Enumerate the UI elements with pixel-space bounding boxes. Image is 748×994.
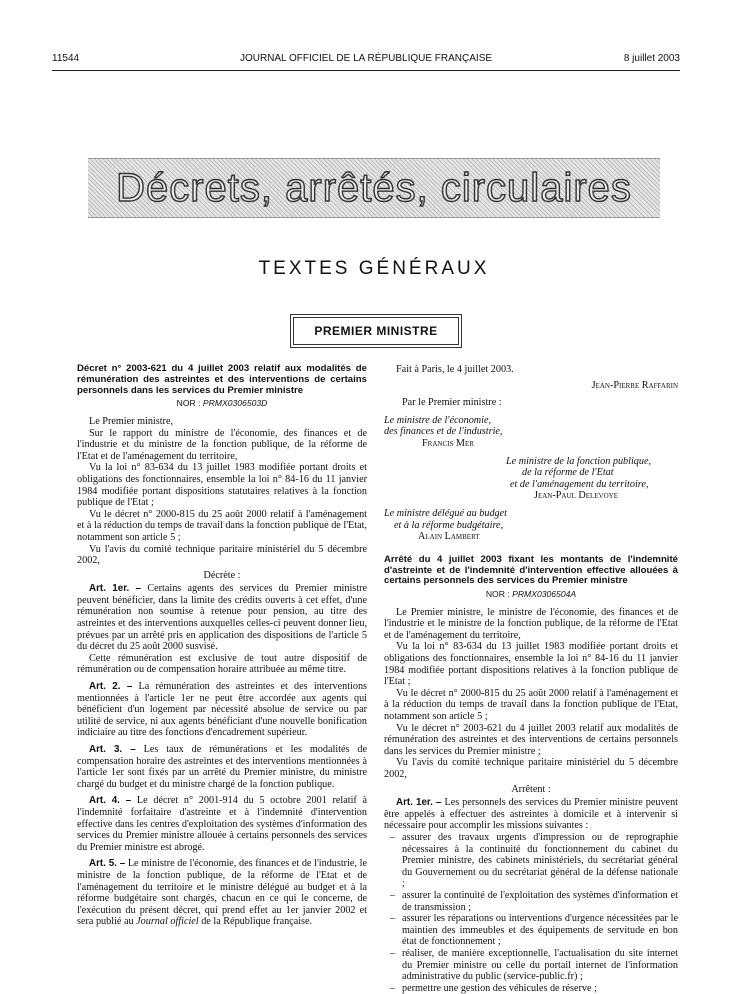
arrete-nor: NOR : PRMX0306504A [485,589,577,600]
section-banner [88,158,660,218]
decree-article-3: Art. 3. – Les taux de rémunérations et les modalités de compensation horaire des astreintes et des interventions mentionnées à l'article 1er sont fixés par un arrêté du Premier ministre, du ministre chargé du budget et du ministre chargé de la fonction publique. [77,744,368,790]
decree-article-5: Art. 5. – Le ministre de l'économie, des finances et de l'industrie, le ministre de la fonction publique, de la réforme de l'Etat et de l'aménagement du territoire et le ministre délégué au budget et à la réforme budgétaire sont chargés, chacun en ce qui le concerne, de l'exécution du présent décret, qui prend effet au 1er janvier 2002 et sera publié au Journal officiel de la République française. [77,858,367,928]
issue-date: 8 juillet 2003 [623,53,680,64]
decree-p2: Sur le rapport du ministre de l'économie, des finances et de l'industrie et du ministre de la fonction publique, de la réforme de l'Etat et de l'aménagement du territoire, [77,427,367,462]
decree-nor: NOR : PRMX0306503D [176,398,268,409]
decree-article-4: Art. 4. – Le décret n° 2001-914 du 5 octobre 2001 relatif à l'indemnité forfaitaire d'astreinte et à l'indemnité d'intervention effective dans les centres d'exploitation des systèmes d'information des services du Premier ministre allouée à certains personnels des services du Premier ministre est abrogé. [77,795,368,853]
ministry-label: PREMIER MINISTRE [293,317,459,345]
arrete-p2: Vu la loi n° 83-634 du 13 juillet 1983 modifiée portant droits et obligations des fonctionnaires, ensemble la loi n° 84-16 du 11 janvier 1984 modifiée portant dispositions relatives à la fonction publique de l'Etat ; [384,641,678,688]
decree-article-1-p2: Cette rémunération est exclusive de tout autre dispositif de rémunération ou de compensation horaire attribuée au même titre. [77,652,367,676]
decree-article-2: Art. 2. – La rémunération des astreintes et des interventions mentionnées à l'article 1er ne peut être accordée aux agents qui bénéficient d'un logement par nécessité absolue de service ou par utilité de service, ni aux agents bénéficiant d'une nouvelle bonification indiciaire au titre des fonctions d'encadrement supérieur. [77,681,368,739]
decree-p4: Vu le décret n° 2000-815 du 25 août 2000 relatif à l'aménagement et à la réduction du temps de travail dans la fonction publique de l'Etat, notamment son article 5 ; [77,508,367,543]
header-rule [52,70,680,71]
decree-p5: Vu l'avis du comité technique paritaire ministériel du 5 décembre 2002, [77,543,367,567]
section-title: TEXTES GÉNÉRAUX [258,258,490,279]
arrete-p1: Le Premier ministre, le ministre de l'économie, des finances et de l'industrie et le ministre de la fonction publique, de la réforme de l'Etat et de l'aménagement du territoire, [384,606,678,641]
banner-title: Décrets, arrêtés, circulaires [116,166,632,210]
signature-eco-title-2: des finances et de l'industrie, [384,426,503,438]
arrete-arretent: Arrêtent : [511,783,551,795]
decree-p3: Vu la loi n° 83-634 du 13 juillet 1983 modifiée portant droits et obligations des fonctionnaires, ensemble la loi n° 84-16 du 11 janvier 1984 modifiée portant dispositions statutaires relatives à la fonction publique de l'Etat ; [77,462,367,509]
left-column [77,364,367,928]
list-item: – assurer la continuité de l'exploitation des systèmes d'information et de transmission ; [402,890,678,913]
list-item: – réaliser, de manière exceptionnelle, l'actualisation du site internet du Premier ministre ou celle du portail internet de l'information administrative du public (service-public.fr) ; [402,948,678,983]
page-header [52,53,680,69]
arrete-article-1: Art. 1er. – Les personnels des services du Premier ministre peuvent être appelés à effectuer des astreintes à domicile et à intervenir si nécessaire pour accomplir les missions suivantes : [384,797,678,832]
arrete-missions-list [384,832,678,994]
decree-article-1: Art. 1er. – Certains agents des services du Premier ministre peuvent bénéficier, dans la limite des crédits ouverts à cet effet, d'une rémunération non soumise à retenue pour pension, au titre des astreintes et des interventions auxquelles celles-ci peuvent donner lieu, prévues par un arrêté pris en application des dispositions de l'article 5 du décret du 25 août 2000 susvisé. [77,583,367,653]
list-item: – permettre une gestion des véhicules de réserve ; [402,983,678,994]
right-column [384,364,678,994]
list-item: – assurer les réparations ou interventions d'urgence nécessitées par le maintien des immeubles et des équipements de servitude en bon état de fonctionnement ; [402,913,678,948]
signature-eco-name: Francis Mer [422,437,474,449]
signature-budget-title-2: et à la réforme budgétaire, [394,519,504,531]
arrete-p3: Vu le décret n° 2000-815 du 25 août 2000 relatif à l'aménagement et à la réduction du temps de travail dans la fonction publique de l'Etat, notamment son article 5 ; [384,687,678,723]
page-number: 11544 [52,53,80,64]
signature-par: Par le Premier ministre : [402,397,502,409]
signature-fp-name: Jean-Paul Delevoye [534,490,618,502]
signature-place-date: Fait à Paris, le 4 juillet 2003. [396,364,514,375]
decree-title: Décret n° 2003-621 du 4 juillet 2003 relatif aux modalités de rémunération des astreintes et des interventions de certains personnels dans les services du Premier ministre [77,363,367,396]
arrete-p4: Vu le décret n° 2003-621 du 4 juillet 2003 relatif aux modalités de rémunération des astreintes et des interventions de certains personnels dans les services du Premier ministre ; [384,722,678,757]
ministry-box [290,314,462,348]
signature-pm-name: Jean-Pierre Raffarin [591,379,678,391]
signature-fp-title-2: de la réforme de l'Etat [522,467,614,479]
signature-budget-title-1: Le ministre délégué au budget [384,507,507,519]
decree-p1: Le Premier ministre, [89,415,174,427]
signature-eco-title-1: Le ministre de l'économie, [384,414,492,426]
arrete-p5: Vu l'avis du comité technique paritaire ministériel du 5 décembre 2002, [384,757,678,781]
arrete-title: Arrêté du 4 juillet 2003 fixant les montants de l'indemnité d'astreinte et de l'indemnité d'intervention effective allouées à certains personnels des services du Premier ministre [384,553,678,587]
signature-fp-title-3: et de l'aménagement du territoire, [510,478,649,490]
signature-fp-title-1: Le ministre de la fonction publique, [506,455,652,467]
signature-budget-name: Alain Lambert [418,531,480,543]
journal-title: JOURNAL OFFICIEL DE LA RÉPUBLIQUE FRANÇAISE [239,53,493,64]
decree-decrete: Décrète : [203,569,241,581]
list-item: – assurer des travaux urgents d'impression ou de reprographie nécessaires à la continuité du fonctionnement du cabinet du Premier ministre, des cabinets ministériels, du secrétariat général du Gouvernement ou du secrétariat général de la défense nationale ; [402,832,678,890]
